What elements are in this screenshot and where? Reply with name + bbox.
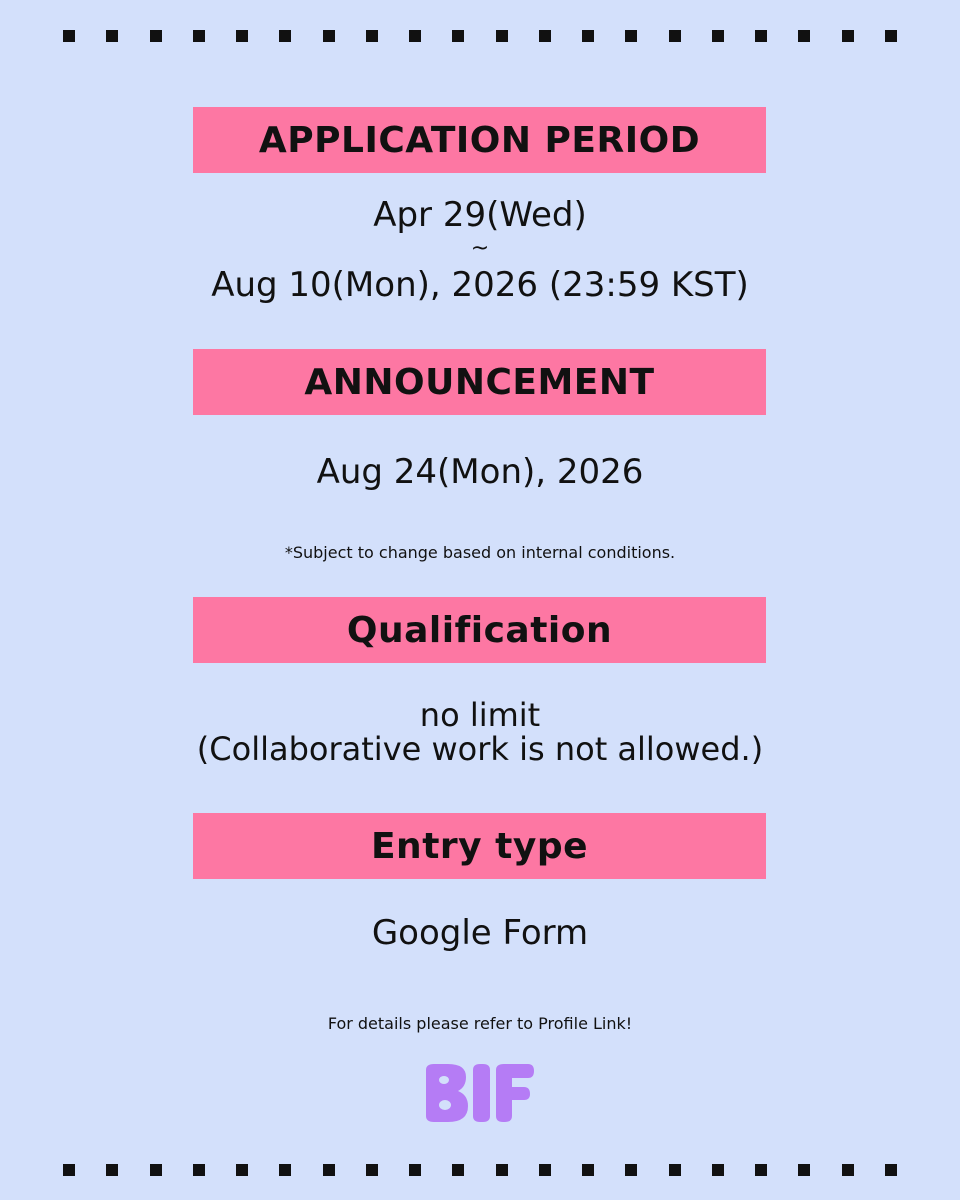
announcement-heading: ANNOUNCEMENT [193, 349, 766, 415]
border-dot [842, 1164, 854, 1176]
border-dot [452, 30, 464, 42]
border-dot [669, 1164, 681, 1176]
border-dot [106, 1164, 118, 1176]
border-dot [669, 30, 681, 42]
border-dot [106, 30, 118, 42]
border-dot [366, 30, 378, 42]
border-dot [755, 30, 767, 42]
bif-logo [420, 1062, 540, 1126]
border-dot [279, 30, 291, 42]
qualification-heading: Qualification [193, 597, 766, 663]
border-dot [755, 1164, 767, 1176]
application-period-heading: APPLICATION PERIOD [193, 107, 766, 173]
border-dot [366, 1164, 378, 1176]
top-dotted-border [63, 30, 897, 42]
border-dot [236, 30, 248, 42]
application-start-date: Apr 29(Wed) [373, 195, 587, 235]
border-dot [625, 30, 637, 42]
border-dot [409, 30, 421, 42]
border-dot [150, 30, 162, 42]
border-dot [236, 1164, 248, 1176]
announcement-date: Aug 24(Mon), 2026 [316, 452, 644, 492]
border-dot [63, 30, 75, 42]
border-dot [539, 1164, 551, 1176]
border-dot [582, 30, 594, 42]
qualification-line-2: (Collaborative work is not allowed.) [196, 730, 764, 768]
date-range-separator: ~ [470, 236, 490, 261]
border-dot [496, 30, 508, 42]
border-dot [452, 1164, 464, 1176]
border-dot [409, 1164, 421, 1176]
border-dot [150, 1164, 162, 1176]
border-dot [539, 30, 551, 42]
border-dot [323, 1164, 335, 1176]
border-dot [712, 1164, 724, 1176]
qualification-line-1: no limit [419, 696, 541, 734]
border-dot [193, 1164, 205, 1176]
border-dot [798, 1164, 810, 1176]
border-dot [798, 30, 810, 42]
border-dot [842, 30, 854, 42]
application-end-date: Aug 10(Mon), 2026 (23:59 KST) [211, 265, 749, 305]
border-dot [193, 30, 205, 42]
subject-to-change-note: *Subject to change based on internal conditions. [284, 543, 676, 562]
border-dot [885, 30, 897, 42]
border-dot [279, 1164, 291, 1176]
border-dot [712, 30, 724, 42]
border-dot [885, 1164, 897, 1176]
border-dot [63, 1164, 75, 1176]
border-dot [323, 30, 335, 42]
bottom-dotted-border [63, 1164, 897, 1176]
border-dot [496, 1164, 508, 1176]
border-dot [582, 1164, 594, 1176]
details-footer-text: For details please refer to Profile Link! [327, 1014, 633, 1033]
border-dot [625, 1164, 637, 1176]
entry-type-heading: Entry type [193, 813, 766, 879]
entry-type-value: Google Form [371, 913, 589, 953]
